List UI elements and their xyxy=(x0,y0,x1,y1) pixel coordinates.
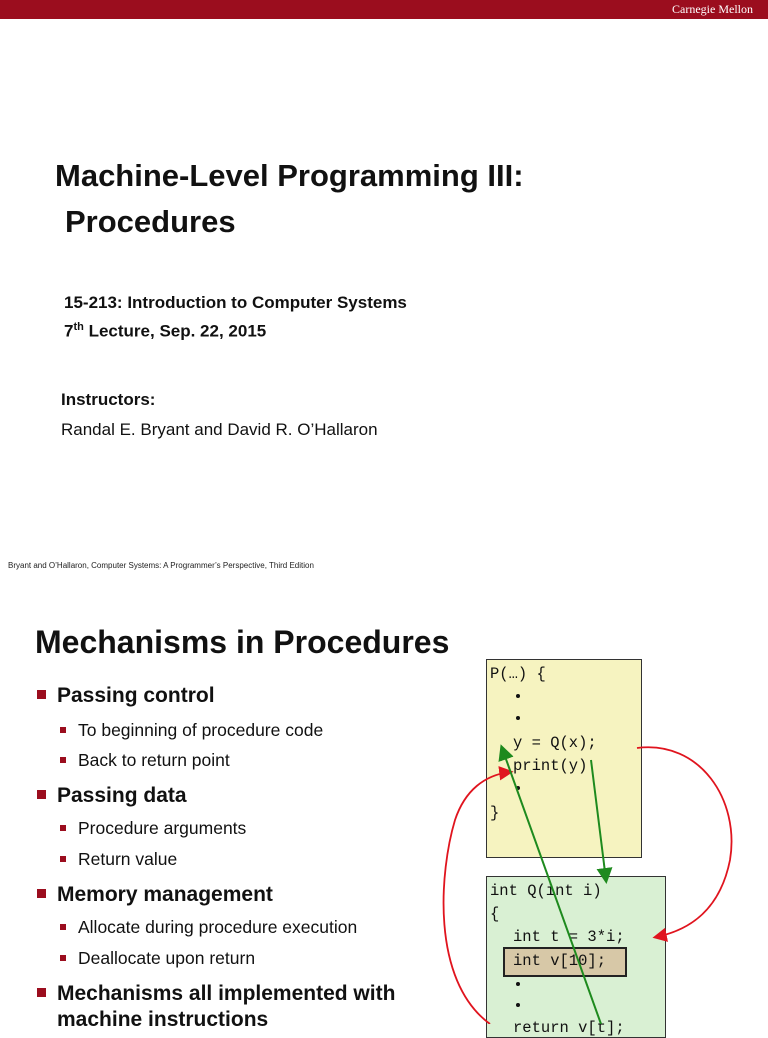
bullet-passing-data: Passing data xyxy=(37,784,187,808)
code-q-assign: int t = 3*i; xyxy=(513,928,625,946)
sub-bullet: Deallocate upon return xyxy=(60,948,255,969)
code-p-call: y = Q(x); xyxy=(513,734,597,752)
lecture-date: Lecture, Sep. 22, 2015 xyxy=(83,321,267,341)
bullet-passing-control: Passing control xyxy=(37,684,215,708)
instructors-heading: Instructors: xyxy=(61,390,156,409)
sub-bullet: Return value xyxy=(60,849,177,870)
code-q-header: int Q(int i) xyxy=(490,882,602,900)
brand-label: Carnegie Mellon xyxy=(672,2,753,16)
title-line-2: Procedures xyxy=(65,204,236,239)
bullet-memory-management: Memory management xyxy=(37,883,273,907)
instructors-names: Randal E. Bryant and David R. O’Hallaron xyxy=(61,420,378,439)
code-q-array: int v[10]; xyxy=(513,952,607,970)
code-p-close: } xyxy=(490,804,500,822)
code-q-open: { xyxy=(490,905,500,923)
sub-bullet: Procedure arguments xyxy=(60,818,246,839)
call-arrow xyxy=(637,747,732,937)
code-p-header: P(…) { xyxy=(490,665,546,683)
sub-bullet: Back to return point xyxy=(60,750,230,771)
return-arrow xyxy=(444,772,510,1024)
sub-bullet: To beginning of procedure code xyxy=(60,720,323,741)
title-line-1: Machine-Level Programming III: xyxy=(55,158,524,193)
bullet-mechanisms-cont: machine instructions xyxy=(57,1008,269,1031)
course-name: 15-213: Introduction to Computer Systems xyxy=(64,293,407,312)
sub-bullet: Allocate during procedure execution xyxy=(60,917,357,938)
slide-footer: Bryant and O’Hallaron, Computer Systems: A Programmer’s Perspective, Third Edition xyxy=(8,561,314,570)
slide2-title: Mechanisms in Procedures xyxy=(35,624,450,660)
result-arrow xyxy=(502,748,601,1024)
lecture-ordinal: th xyxy=(73,321,84,333)
code-p-print: print(y) xyxy=(513,757,588,775)
lecture-number: 7 xyxy=(64,321,74,341)
bullet-mechanisms: Mechanisms all implemented with xyxy=(37,982,395,1006)
code-q-return: return v[t]; xyxy=(513,1019,625,1037)
argument-arrow xyxy=(591,760,606,880)
